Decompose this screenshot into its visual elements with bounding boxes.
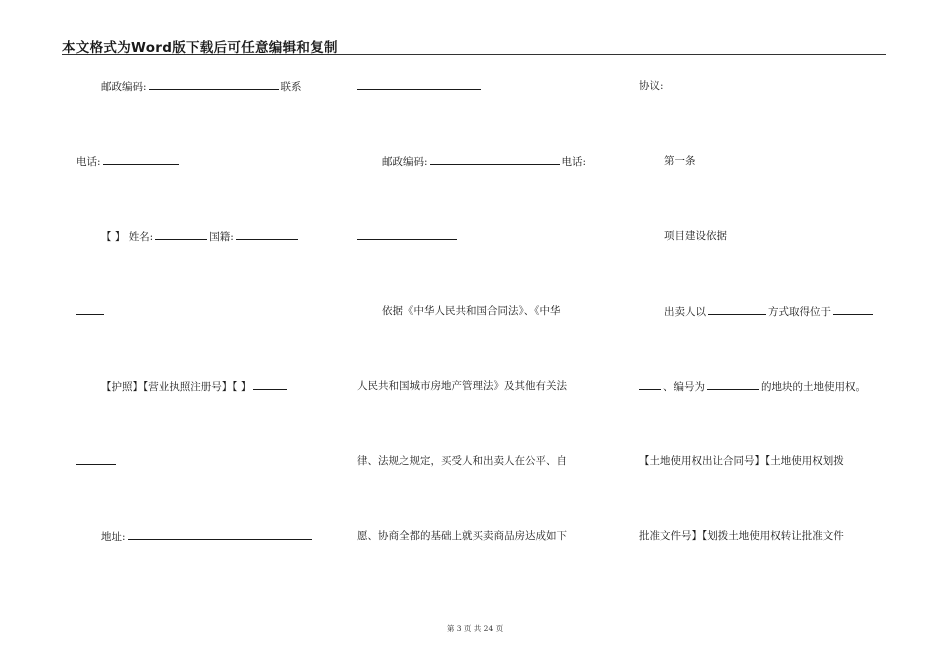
header-title: 本文格式为Word版下载后可任意编辑和复制 xyxy=(62,40,338,56)
postal-phone-line xyxy=(357,154,632,168)
continuation-blank[interactable] xyxy=(76,304,104,315)
phone-continuation-line xyxy=(357,229,607,243)
paragraph-line-1: 依据《中华人民共和国合同法》、《中华 xyxy=(382,305,561,317)
name-label: 姓名: xyxy=(128,231,154,243)
name-blank[interactable] xyxy=(155,229,207,240)
name-continuation-line xyxy=(76,304,326,318)
postal-code-label-2: 邮政编码: xyxy=(382,156,428,168)
page-number: 第 3 页 共 24 页 xyxy=(446,624,504,633)
column-right xyxy=(639,0,889,672)
agreement-label: 协议: xyxy=(639,80,664,92)
address-label: 地址: xyxy=(101,531,126,543)
id-type-line xyxy=(76,379,351,393)
id-continuation-blank[interactable] xyxy=(76,454,116,465)
land-number-line xyxy=(639,379,889,393)
postal-code-blank-2[interactable] xyxy=(430,154,560,165)
postal-code-blank[interactable] xyxy=(149,79,279,90)
postal-code-line xyxy=(76,79,351,93)
article-heading: 第一条 xyxy=(664,155,696,167)
contact-blank[interactable] xyxy=(357,79,481,90)
postal-code-label: 邮政编码: xyxy=(101,81,147,93)
acquisition-method-blank[interactable] xyxy=(708,304,766,315)
contact-label: 联系 xyxy=(280,81,302,93)
id-type-options: 【护照】【营业执照注册号】【 】 xyxy=(101,381,252,393)
column-left xyxy=(76,0,326,672)
name-line xyxy=(76,229,351,243)
location-blank[interactable] xyxy=(833,304,873,315)
paragraph-line-4: 愿、协商全都的基础上就买卖商品房达成如下 xyxy=(357,530,567,542)
nationality-blank[interactable] xyxy=(236,229,298,240)
phone-blank-2[interactable] xyxy=(357,229,457,240)
address-blank[interactable] xyxy=(128,529,312,540)
land-number-blank[interactable] xyxy=(707,379,759,390)
column-middle xyxy=(357,0,607,672)
nationality-label: 国籍: xyxy=(209,231,234,243)
phone-line xyxy=(76,154,326,168)
seller-acquisition-line xyxy=(639,304,914,318)
id-continuation-line xyxy=(76,454,326,468)
project-basis-heading: 项目建设依据 xyxy=(664,230,727,242)
land-number-text-a: 、编号为 xyxy=(663,381,705,393)
location-continuation-blank[interactable] xyxy=(639,379,661,390)
paragraph-line-2: 人民共和国城市房地产管理法》及其他有关法 xyxy=(357,380,567,392)
contract-options-line: 【土地使用权出让合同号】【土地使用权划拨 xyxy=(639,455,844,467)
contact-continuation-line xyxy=(357,79,607,93)
seller-text-a: 出卖人以 xyxy=(664,306,706,318)
paragraph-line-3: 律、法规之规定，买受人和出卖人在公平、自 xyxy=(357,455,567,467)
name-bracket: 【 】 xyxy=(101,231,126,243)
phone-label: 电话: xyxy=(76,156,101,168)
land-number-text-b: 的地块的土地使用权。 xyxy=(761,381,866,393)
phone-blank[interactable] xyxy=(103,154,179,165)
phone-label-2: 电话: xyxy=(561,156,587,168)
approval-options-line: 批准文件号】【划拨土地使用权转让批准文件 xyxy=(639,530,844,542)
id-number-blank[interactable] xyxy=(253,379,287,390)
seller-text-b: 方式取得位于 xyxy=(768,306,831,318)
address-line xyxy=(76,529,351,543)
